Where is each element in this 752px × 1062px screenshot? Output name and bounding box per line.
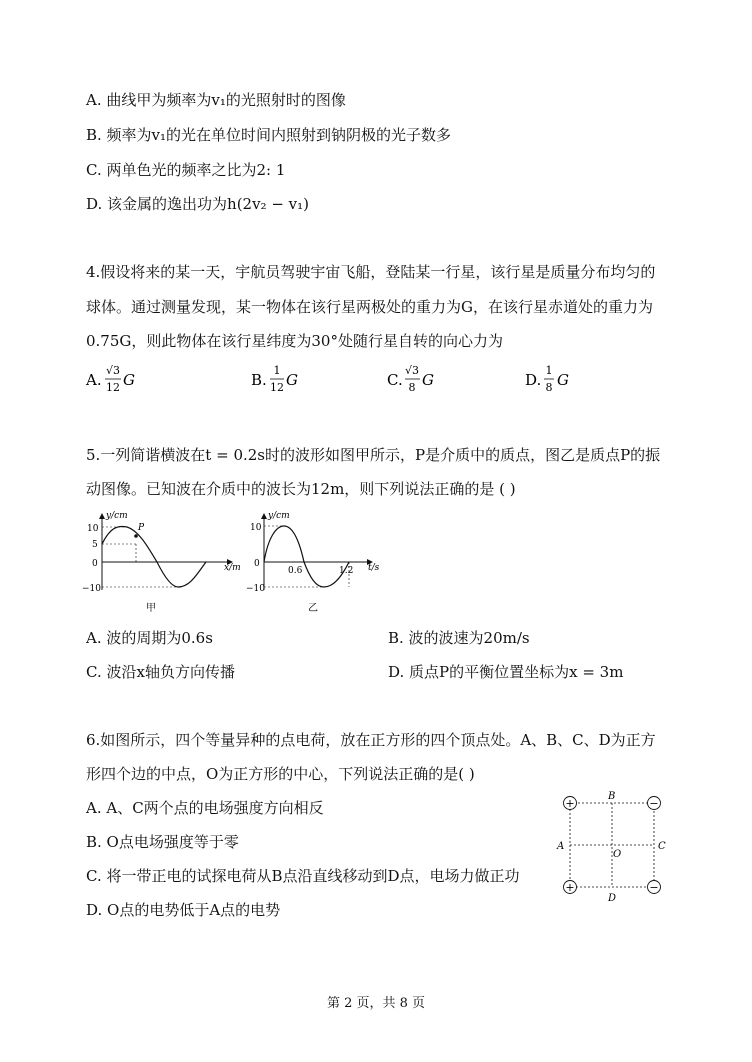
q4-option-d-unit: G xyxy=(557,371,569,389)
q4-option-a-letter: A. xyxy=(86,371,102,389)
q4-line-2: 球体。通过测量发现，某一物体在该行星两极处的重力为G，在该行星赤道处的重力为 xyxy=(86,298,653,316)
svg-text:+: + xyxy=(565,797,575,810)
q5-graph-b-tick-neg10: −10 xyxy=(246,584,265,594)
q5-option-a: A. 波的周期为0.6s xyxy=(86,629,213,647)
q4-option-c-numer: √3 xyxy=(404,364,420,377)
q4-option-b-numer: 1 xyxy=(273,364,281,377)
q5-graph-a-tick-5: 5 xyxy=(92,540,98,550)
q5-line-1: 5.一列简谐横波在t = 0.2s时的波形如图甲所示，P是介质中的质点，图乙是质点P的振 xyxy=(86,446,661,464)
q6-label-c: C xyxy=(658,841,666,852)
q3-option-d: D. 该金属的逸出功为h(2v₂ − v₁) xyxy=(86,195,310,213)
svg-text:−: − xyxy=(649,797,659,810)
q5-graph-b-ylabel: y/cm xyxy=(268,511,290,521)
q5-graph-a-xlabel: x/m xyxy=(224,563,241,573)
q3-option-c: C. 两单色光的频率之比为2: 1 xyxy=(86,161,286,179)
q4-option-b-denom: 12 xyxy=(270,381,284,394)
q4-option-b xyxy=(251,364,298,394)
q5-graph-b-caption: 乙 xyxy=(308,603,318,614)
q5-graph-a-tick-0: 0 xyxy=(92,559,98,569)
q4-option-d-numer: 1 xyxy=(545,364,553,377)
page-footer: 第 2 页，共 8 页 xyxy=(326,996,426,1011)
q4-option-a xyxy=(85,364,135,394)
q5-graph-a-wave xyxy=(102,526,206,587)
q4-option-c-denom: 8 xyxy=(408,381,416,394)
q6-figure xyxy=(555,788,675,908)
q6-line-2: 形四个边的中点，O为正方形的中心，下列说法正确的是( ) xyxy=(86,765,475,783)
q4-options xyxy=(0,360,752,404)
q6-option-d: D. O点的电势低于A点的电势 xyxy=(86,901,281,919)
q5-graph-b-wave xyxy=(264,526,349,587)
q4-option-c-letter: C. xyxy=(387,371,403,389)
q4-option-b-unit: G xyxy=(286,371,298,389)
q4-option-c xyxy=(387,364,434,394)
q5-option-b: B. 波的波速为20m/s xyxy=(388,629,530,647)
q5-graph-b-tick-0: 0 xyxy=(254,559,260,569)
q4-option-d xyxy=(525,364,569,394)
q5-graph-a-point-label: P xyxy=(138,523,145,533)
q5-graph-b-xtick-12: 1.2 xyxy=(339,566,354,576)
q4-option-a-unit: G xyxy=(123,371,135,389)
q5-graph-b-xlabel: t/s xyxy=(368,563,380,573)
q6-charge-bottom-left xyxy=(564,881,577,895)
q6-charge-top-right xyxy=(648,797,661,811)
q6-label-a: A xyxy=(557,841,565,852)
q3-option-b: B. 频率为v₁的光在单位时间内照射到钠阴极的光子数多 xyxy=(86,126,452,144)
svg-text:+: + xyxy=(565,881,575,894)
q4-option-a-denom: 12 xyxy=(106,381,120,394)
q4-line-1: 4.假设将来的某一天，宇航员驾驶宇宙飞船，登陆某一行星，该行星是质量分布均匀的 xyxy=(86,263,656,281)
q6-option-c: C. 将一带正电的试探电荷从B点沿直线移动到D点，电场力做正功 xyxy=(86,867,520,885)
q5-graph-a-tick-neg10: −10 xyxy=(82,584,101,594)
q5-option-d: D. 质点P的平衡位置坐标为x = 3m xyxy=(388,663,624,681)
q5-option-c: C. 波沿x轴负方向传播 xyxy=(86,663,235,681)
q6-option-b: B. O点电场强度等于零 xyxy=(86,833,239,851)
q6-charge-bottom-right xyxy=(648,881,661,895)
q4-option-d-letter: D. xyxy=(525,371,542,389)
q4-option-d-denom: 8 xyxy=(545,381,553,394)
svg-text:−: − xyxy=(649,881,659,894)
q3-option-a: A. 曲线甲为频率为v₁的光照射时的图像 xyxy=(86,91,346,109)
q4-option-b-letter: B. xyxy=(251,371,267,389)
q5-graph-b-xtick-06: 0.6 xyxy=(288,566,303,576)
q5-graph-b-tick-10: 10 xyxy=(250,523,262,533)
q5-graph-b xyxy=(248,506,408,616)
q4-option-a-numer: √3 xyxy=(105,364,121,377)
q5-graph-a xyxy=(82,506,242,616)
q5-graph-a-tick-10: 10 xyxy=(87,524,99,534)
q5-graph-a-point-p xyxy=(134,534,138,538)
q5-graph-a-caption: 甲 xyxy=(146,603,156,614)
q6-line-1: 6.如图所示，四个等量异种的点电荷，放在正方形的四个顶点处。A、B、C、D为正方 xyxy=(86,731,656,749)
q4-line-3: 0.75G，则此物体在该行星纬度为30°处随行星自转的向心力为 xyxy=(86,332,503,350)
q4-option-c-unit: G xyxy=(422,371,434,389)
q6-label-d: D xyxy=(608,893,617,904)
q5-graph-a-ylabel: y/cm xyxy=(106,511,128,521)
q6-charge-top-left xyxy=(564,797,577,811)
q6-label-b: B xyxy=(608,791,616,802)
q6-option-a: A. A、C两个点的电场强度方向相反 xyxy=(86,799,324,817)
q5-line-2: 动图像。已知波在介质中的波长为12m，则下列说法正确的是 ( ) xyxy=(86,480,516,498)
q6-label-o: O xyxy=(613,849,622,860)
